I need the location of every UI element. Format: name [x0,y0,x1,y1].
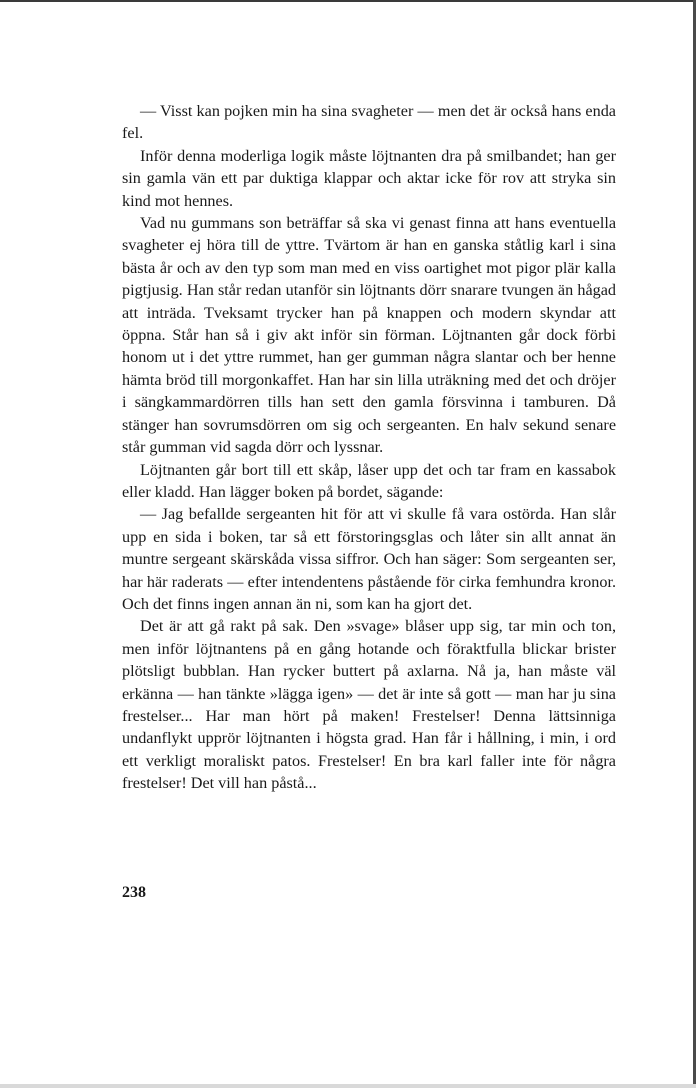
paragraph: Löjtnanten går bort till ett skåp, låser upp det och tar fram en kassabok eller kladd. Han lägger boken på bordet, sägande: [122,460,616,501]
page-number: 238 [122,884,146,901]
paragraph: — Jag befallde sergeanten hit för att vi skulle få vara ostörda. Han slår upp en sida i boken, tar så ett förstoringsglas och låter sin allt annat än muntre sergeant skärskåda vissa siffror. Och han säger: Som sergeanten ser, har här raderats — efter intendentens påstående för cirka femhundra kronor. Och det finns ingen annan än ni, som kan ha gjort det. [122,505,616,613]
scan-edge-bottom [0,1084,696,1088]
page-body [122,100,616,795]
paragraph: Det är att gå rakt på sak. Den »svage» blåser upp sig, tar min och ton, men inför löjtnantens på en gång hotande och föraktfulla blickar brister plötsligt bubblan. Han rycker buttert på axlarna. Nå ja, han måste väl erkänna — han tänkte »lägga igen» — det är inte så gott — man har ju sina frestelser... Har man hört på maken! Frestelser! Denna lättsinniga undanflykt upprör löjtnanten i högsta grad. Han får i hållning, i min, i ord ett verkligt moraliskt patos. Frestelser! En bra karl faller inte för några frestelser! Det vill han påstå... [122,617,616,793]
paragraph: — Visst kan pojken min ha sina svagheter — men det är också hans enda fel. [122,102,616,143]
scan-edge-top [0,0,696,2]
paragraph: Inför denna moderliga logik måste löjtnanten dra på smilbandet; han ger sin gamla vän ett par duktiga klappar och aktar icke för rov att stryka sin kind mot hennes. [122,146,616,210]
paragraph: Vad nu gummans son beträffar så ska vi genast finna att hans eventuella svagheter ej höra till de yttre. Tvärtom är han en ganska ståtlig karl i sina bästa år och av den typ som man med en viss oartighet mot pigor plär kalla pigtjusig. Han står redan utanför sin löjtnants dörr snarare tvungen än hågad att inträda. Tveksamt trycker han på knappen och modern skyndar att öppna. Står han så i giv akt inför sin förman. Löjtnanten går dock förbi honom ut i det yttre rummet, han ger gumman några slantar och ber henne hämta bröd till morgonkaffet. Han har sin lilla uträkning med det och dröjer i sängkammardörren tills han sett den gamla försvinna i tamburen. Då stänger han sovrumsdörren om sig och sergeanten. En halv sekund senare står gumman vid sagda dörr och lyssnar. [122,214,616,457]
